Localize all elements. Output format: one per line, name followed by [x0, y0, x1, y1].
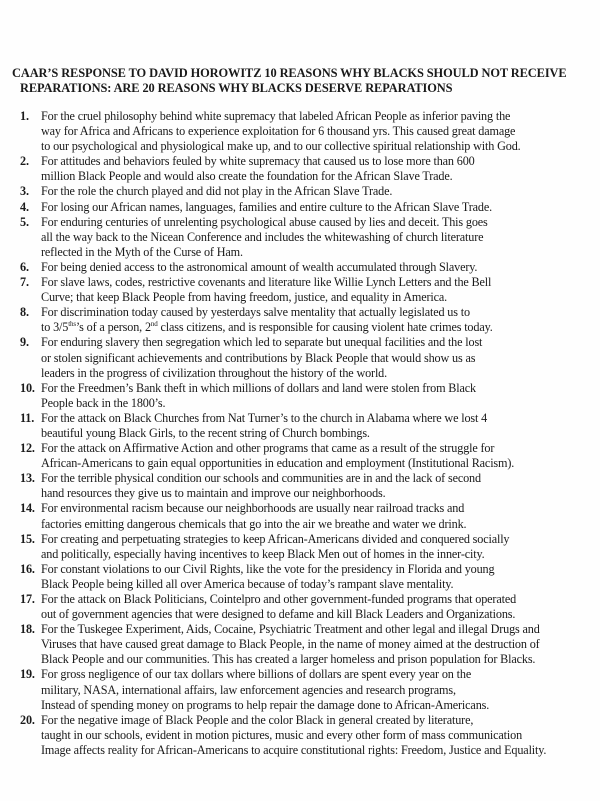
reason-text-line: For attitudes and behaviors feuled by white supremacy that caused us to lose more than 600	[41, 154, 475, 169]
reason-text-line: Black People being killed all over America because of today’s rampant slave mentality.	[41, 576, 454, 591]
reason-item	[20, 501, 595, 531]
reason-number: 13.	[20, 471, 35, 486]
reason-text-line: For losing our African names, languages, families and entire culture to the African Slave Trade.	[41, 199, 492, 214]
text-segment: ’s of a person, 2	[75, 320, 151, 335]
reason-text-line: For the attack on Affirmative Action and other programs that came as a result of the struggle for	[41, 441, 495, 456]
reason-number: 7.	[20, 275, 29, 290]
reason-text-line: Instead of spending money on programs to help repair the damage done to African-Americans.	[41, 697, 490, 712]
reason-text-line: For constant violations to our Civil Rights, like the vote for the presidency in Florida and young	[41, 561, 495, 576]
reason-text-line: African-Americans to gain equal opportunities in education and employment (Institutional Racism).	[41, 456, 515, 471]
reason-text-line: For the cruel philosophy behind white supremacy that labeled African People as inferior paving the	[41, 109, 511, 123]
reason-text-line: Viruses that have caused great damage to Black People, in the name of money aimed at the destruction of	[41, 637, 540, 652]
reason-text-line: For gross negligence of our tax dollars where billions of dollars are spent every year on the	[41, 667, 472, 682]
reason-text-line: out of government agencies that were designed to defame and kill Black Leaders and Organizations.	[41, 607, 516, 622]
reason-text-line: People back in the 1800’s.	[41, 395, 166, 410]
reason-text-line: and politically, especially having incentives to keep Black Men out of homes in the inner-city.	[41, 546, 485, 561]
reason-number: 19.	[20, 667, 35, 682]
reason-text-line: For the negative image of Black People and the color Black in general created by literature,	[41, 712, 474, 727]
reason-text-line: taught in our schools, evident in motion pictures, music and every other form of mass communication	[41, 727, 523, 742]
reason-number: 11.	[20, 410, 35, 425]
reason-text-line: or stolen significant achievements and contributions by Black People that would show us as	[41, 350, 476, 365]
reason-text-line: For the terrible physical condition our schools and communities are in and the lack of second	[41, 471, 481, 486]
superscript: nd	[150, 320, 158, 329]
reason-item	[20, 381, 595, 411]
reason-item	[20, 592, 595, 622]
reason-number: 5.	[20, 214, 29, 229]
reason-number: 2.	[20, 154, 29, 169]
reason-text-line: million Black People and would also create the foundation for the African Slave Trade.	[41, 169, 453, 184]
reason-item	[20, 532, 595, 562]
reason-item	[20, 471, 595, 501]
reason-item	[20, 562, 595, 592]
reason-text-line: For being denied access to the astronomical amount of wealth accumulated through Slavery.	[41, 259, 478, 274]
reason-number: 10.	[20, 380, 35, 395]
reason-item	[20, 184, 595, 199]
reason-number: 12.	[20, 441, 35, 456]
reason-number: 20.	[20, 712, 35, 727]
reason-number: 18.	[20, 622, 35, 637]
reason-text-line: reflected in the Myth of the Curse of Ham.	[41, 244, 243, 259]
reason-text-line: beautiful young Black Girls, to the recent string of Church bombings.	[41, 425, 370, 440]
reason-text-line: Black People and our communities. This has created a larger homeless and prison population for Blacks.	[41, 652, 536, 667]
reason-item	[20, 215, 595, 260]
reason-number: 17.	[20, 592, 35, 606]
reason-number: 1.	[20, 109, 29, 123]
superscript: ths	[68, 320, 76, 329]
text-segment: to 3/5	[41, 320, 69, 335]
reason-item	[20, 260, 595, 275]
reason-number: 15.	[20, 531, 35, 546]
reason-text-line: For the role the church played and did not play in the African Slave Trade.	[41, 184, 393, 199]
reason-item	[20, 109, 595, 154]
reason-item	[20, 305, 595, 335]
reason-number: 16.	[20, 561, 35, 576]
reason-text-line: For discrimination today caused by yesterdays salve mentality that actually legislated us to	[41, 305, 470, 320]
reason-item	[20, 275, 595, 305]
reason-number: 9.	[20, 335, 29, 350]
reason-text-line: military, NASA, international affairs, law enforcement agencies and research programs,	[41, 682, 456, 697]
reason-number: 14.	[20, 501, 35, 516]
reason-text-line: leaders in the progress of civilization throughout the history of the world.	[41, 365, 388, 380]
reason-item	[20, 335, 595, 380]
reason-text-line: hand resources they give us to maintain and improve our neighborhoods.	[41, 486, 386, 501]
reason-item	[20, 622, 595, 667]
reasons-list	[20, 109, 595, 758]
reason-number: 4.	[20, 199, 29, 214]
reason-number: 3.	[20, 184, 29, 199]
reason-item	[20, 441, 595, 471]
reason-text-line: For enduring centuries of unrelenting psychological abuse caused by lies and deceit. This goes	[41, 214, 488, 229]
reason-text-line	[41, 320, 595, 335]
reason-text-line: For the Freedmen’s Bank theft in which millions of dollars and land were stolen from Black	[41, 380, 476, 395]
reason-text-line: For environmental racism because our neighborhoods are usually near railroad tracks and	[41, 501, 465, 516]
reason-text-line: For slave laws, codes, restrictive covenants and literature like Willie Lynch Letters and the Bell	[41, 275, 492, 290]
reason-number: 8.	[20, 305, 29, 320]
reason-item	[20, 713, 595, 758]
reason-text-line: For enduring slavery then segregation which led to separate but unequal facilities and the lost	[41, 335, 483, 350]
text-segment: class citizens, and is responsible for causing violent hate crimes today.	[157, 320, 493, 335]
reason-item	[20, 154, 595, 184]
reason-number: 6.	[20, 259, 29, 274]
reason-text-line: to our psychological and physiological make up, and to our collective spiritual relationship with God.	[41, 139, 521, 154]
reason-text-line: For the attack on Black Churches from Nat Turner’s to the church in Alabama where we lost 4	[41, 410, 488, 425]
reason-text-line: Image affects reality for African-Americans to acquire constitutional rights: Freedom, Justice and Equality.	[41, 742, 547, 757]
title-line-2: REPARATIONS: ARE 20 REASONS WHY BLACKS DESERVE REPARATIONS	[20, 81, 453, 95]
reason-text-line: For the Tuskegee Experiment, Aids, Cocaine, Psychiatric Treatment and other legal and illegal Drugs and	[41, 622, 540, 637]
title-line-1: CAAR’S RESPONSE TO DAVID HOROWITZ 10 REASONS WHY BLACKS SHOULD NOT RECEIVE	[12, 66, 567, 80]
reason-text-line: For creating and perpetuating strategies to keep African-Americans divided and conquered socially	[41, 531, 510, 546]
reason-text-line: all the way back to the Nicean Conference and includes the whitewashing of church literature	[41, 229, 484, 244]
reason-item	[20, 200, 595, 215]
reason-text-line: For the attack on Black Politicians, Cointelpro and other government-funded programs that operated	[41, 592, 517, 606]
document-title	[12, 66, 597, 96]
reason-text-line: way for Africa and Africans to experience exploitation for 6 thousand yrs. This caused great damage	[41, 124, 516, 139]
reason-text-line: factories emitting dangerous chemicals that go into the air we breathe and water we drink.	[41, 516, 467, 531]
reason-item	[20, 667, 595, 712]
reason-text-line: Curve; that keep Black People from having freedom, justice, and equality in America.	[41, 290, 448, 305]
reason-item	[20, 411, 595, 441]
